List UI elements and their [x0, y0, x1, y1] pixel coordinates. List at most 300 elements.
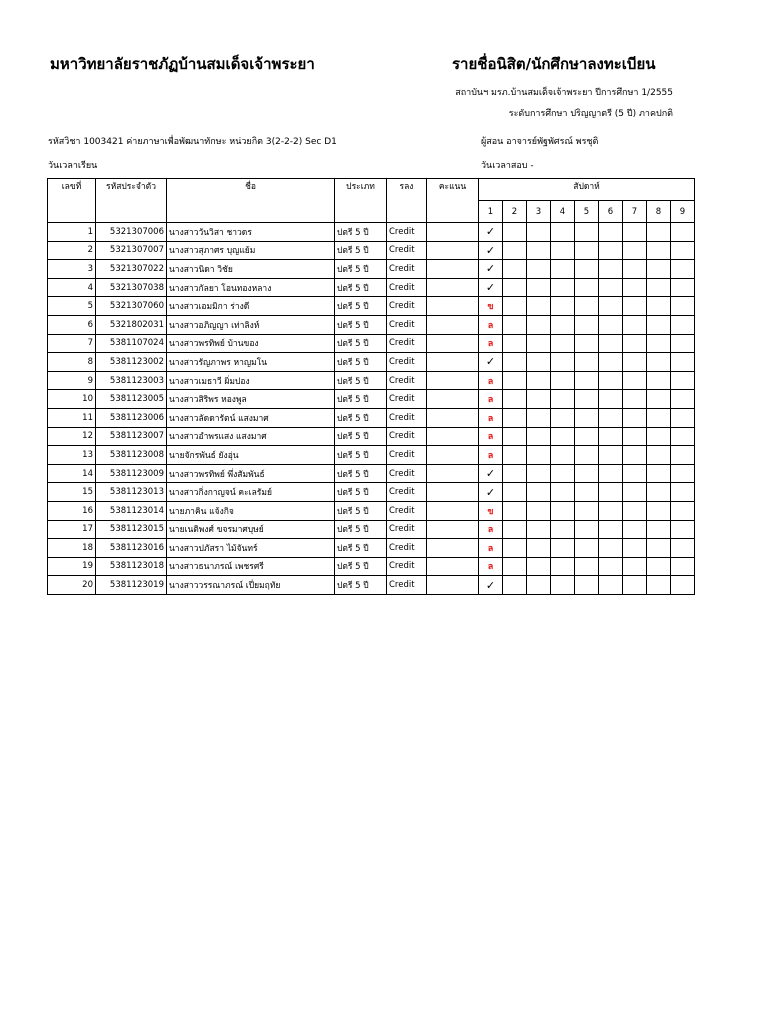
table-row: [48, 260, 695, 279]
attendance-cell: [623, 278, 647, 297]
table-row: [48, 539, 695, 558]
attendance-cell: [599, 501, 623, 520]
student-type: ปตรี 5 ปี: [335, 408, 387, 427]
enroll-type: Credit: [387, 260, 427, 279]
attendance-cell: [647, 464, 671, 483]
attendance-cell: [551, 223, 575, 242]
attendance-cell: [671, 278, 695, 297]
row-number: 10: [48, 390, 96, 409]
attendance-cell: [527, 223, 551, 242]
attendance-cell: [503, 408, 527, 427]
student-roster-table: [47, 178, 695, 595]
student-type: ปตรี 5 ปี: [335, 371, 387, 390]
attendance-cell: [479, 576, 503, 595]
student-type: ปตรี 5 ปี: [335, 576, 387, 595]
attendance-cell: [575, 408, 599, 427]
attendance-cell: [647, 408, 671, 427]
table-row: [48, 297, 695, 316]
student-name: นางสาวพรทิพย์ บ้านของ: [167, 334, 335, 353]
row-number: 3: [48, 260, 96, 279]
attendance-mark: ข: [487, 302, 494, 313]
col-header-student-id: รหัสประจำตัว: [96, 179, 167, 223]
row-number: 11: [48, 408, 96, 427]
score-cell: [427, 483, 479, 502]
attendance-cell: [503, 334, 527, 353]
attendance-cell: [599, 260, 623, 279]
attendance-cell: [503, 501, 527, 520]
attendance-cell: [623, 520, 647, 539]
week-number-header: 1: [479, 201, 503, 223]
attendance-cell: [479, 241, 503, 260]
course-line: รหัสวิชา 1003421 ค่ายภาษาเพื่อพัฒนาทักษะ หน่วยกิต 3(2-2-2) Sec D1: [48, 137, 337, 147]
attendance-cell: [503, 520, 527, 539]
attendance-cell: [575, 427, 599, 446]
table-row: [48, 353, 695, 372]
attendance-cell: [527, 353, 551, 372]
attendance-cell: [575, 223, 599, 242]
attendance-cell: [647, 241, 671, 260]
attendance-cell: [575, 371, 599, 390]
student-name: นางสาวอภิญญา เท่าลิงห์: [167, 315, 335, 334]
week-number-header: 4: [551, 201, 575, 223]
student-name: นางสาวเอมมิกา ร่างดี: [167, 297, 335, 316]
row-number: 9: [48, 371, 96, 390]
attendance-cell: [479, 334, 503, 353]
student-id: 5381123016: [96, 539, 167, 558]
attendance-cell: [551, 390, 575, 409]
attendance-cell: [575, 446, 599, 465]
attendance-cell: [671, 334, 695, 353]
attendance-cell: [575, 390, 599, 409]
enroll-type: Credit: [387, 390, 427, 409]
attendance-cell: [623, 353, 647, 372]
enroll-type: Credit: [387, 446, 427, 465]
attendance-cell: [671, 241, 695, 260]
instructor-line: ผู้สอน อาจารย์พัฐพัศรณ์ พรชุติ: [481, 137, 599, 147]
table-row: [48, 334, 695, 353]
attendance-cell: [551, 501, 575, 520]
attendance-cell: [647, 371, 671, 390]
checkmark-icon: ✓: [485, 262, 496, 276]
row-number: 12: [48, 427, 96, 446]
week-number-header: 6: [599, 201, 623, 223]
attendance-cell: [599, 371, 623, 390]
attendance-cell: [647, 483, 671, 502]
attendance-cell: [527, 241, 551, 260]
student-type: ปตรี 5 ปี: [335, 278, 387, 297]
student-type: ปตรี 5 ปี: [335, 501, 387, 520]
score-cell: [427, 260, 479, 279]
attendance-cell: [647, 260, 671, 279]
enroll-type: Credit: [387, 223, 427, 242]
attendance-mark: ล: [487, 395, 494, 406]
table-row: [48, 241, 695, 260]
student-name: นางสาวเมธาวี ผิ่มปอง: [167, 371, 335, 390]
student-type: ปตรี 5 ปี: [335, 260, 387, 279]
table-row: [48, 483, 695, 502]
enroll-type: Credit: [387, 520, 427, 539]
attendance-cell: [551, 483, 575, 502]
attendance-cell: [671, 464, 695, 483]
attendance-mark: ล: [487, 320, 494, 331]
attendance-mark: ล: [487, 450, 494, 461]
attendance-cell: [671, 539, 695, 558]
attendance-cell: [623, 557, 647, 576]
attendance-cell: [503, 371, 527, 390]
attendance-cell: [671, 390, 695, 409]
student-type: ปตรี 5 ปี: [335, 539, 387, 558]
enroll-type: Credit: [387, 353, 427, 372]
week-number-header: 2: [503, 201, 527, 223]
week-number-header: 3: [527, 201, 551, 223]
attendance-cell: [671, 297, 695, 316]
attendance-cell: [527, 464, 551, 483]
attendance-cell: [599, 446, 623, 465]
row-number: 6: [48, 315, 96, 334]
attendance-cell: [575, 464, 599, 483]
attendance-cell: [551, 427, 575, 446]
attendance-cell: [503, 297, 527, 316]
student-id: 5381123005: [96, 390, 167, 409]
attendance-cell: [623, 241, 647, 260]
attendance-cell: [551, 371, 575, 390]
attendance-cell: [503, 539, 527, 558]
score-cell: [427, 390, 479, 409]
col-header-score: คะแนน: [427, 179, 479, 223]
attendance-cell: [671, 260, 695, 279]
row-number: 4: [48, 278, 96, 297]
row-number: 19: [48, 557, 96, 576]
score-cell: [427, 576, 479, 595]
attendance-cell: [527, 539, 551, 558]
table-row: [48, 371, 695, 390]
col-header-enroll: รลง: [387, 179, 427, 223]
student-name: นางสาวกัลยา โอนทองหลาง: [167, 278, 335, 297]
row-number: 20: [48, 576, 96, 595]
attendance-cell: [599, 241, 623, 260]
row-number: 17: [48, 520, 96, 539]
student-name: นางสาวรัญภาพร หาญมโน: [167, 353, 335, 372]
attendance-cell: [527, 483, 551, 502]
attendance-cell: [575, 539, 599, 558]
student-name: นางสาวลัดดารัตน์ แสงมาศ: [167, 408, 335, 427]
score-cell: [427, 297, 479, 316]
attendance-cell: [647, 334, 671, 353]
university-name: มหาวิทยาลัยราชภัฏบ้านสมเด็จเจ้าพระยา: [50, 55, 315, 73]
attendance-cell: [551, 297, 575, 316]
row-number: 16: [48, 501, 96, 520]
student-type: ปตรี 5 ปี: [335, 353, 387, 372]
row-number: 7: [48, 334, 96, 353]
attendance-cell: [575, 297, 599, 316]
student-id: 5321802031: [96, 315, 167, 334]
attendance-cell: [647, 520, 671, 539]
enroll-type: Credit: [387, 539, 427, 558]
attendance-cell: [551, 464, 575, 483]
student-id: 5321307006: [96, 223, 167, 242]
row-number: 14: [48, 464, 96, 483]
attendance-cell: [671, 315, 695, 334]
student-type: ปตรี 5 ปี: [335, 334, 387, 353]
attendance-cell: [551, 260, 575, 279]
attendance-cell: [623, 501, 647, 520]
attendance-cell: [575, 557, 599, 576]
score-cell: [427, 353, 479, 372]
attendance-cell: [671, 223, 695, 242]
row-number: 2: [48, 241, 96, 260]
student-id: 5381107024: [96, 334, 167, 353]
score-cell: [427, 427, 479, 446]
attendance-cell: [623, 539, 647, 558]
week-number-header: 7: [623, 201, 647, 223]
attendance-cell: [527, 520, 551, 539]
attendance-cell: [479, 315, 503, 334]
row-number: 13: [48, 446, 96, 465]
attendance-cell: [479, 297, 503, 316]
attendance-cell: [623, 260, 647, 279]
student-type: ปตรี 5 ปี: [335, 390, 387, 409]
attendance-mark: ล: [487, 525, 494, 536]
attendance-cell: [503, 464, 527, 483]
attendance-cell: [647, 576, 671, 595]
attendance-cell: [599, 315, 623, 334]
attendance-cell: [599, 353, 623, 372]
attendance-cell: [671, 408, 695, 427]
attendance-cell: [671, 520, 695, 539]
attendance-cell: [551, 278, 575, 297]
attendance-cell: [599, 390, 623, 409]
col-header-week: สัปดาห์: [479, 179, 695, 201]
checkmark-icon: ✓: [485, 578, 496, 592]
attendance-cell: [527, 501, 551, 520]
student-type: ปตรี 5 ปี: [335, 483, 387, 502]
attendance-cell: [575, 520, 599, 539]
student-name: นางสาวธนาภรณ์ เพชรศรี: [167, 557, 335, 576]
student-name: นางสาวนิดา วิชัย: [167, 260, 335, 279]
attendance-cell: [599, 427, 623, 446]
student-type: ปตรี 5 ปี: [335, 297, 387, 316]
attendance-cell: [527, 371, 551, 390]
attendance-cell: [623, 427, 647, 446]
attendance-cell: [647, 539, 671, 558]
attendance-cell: [551, 408, 575, 427]
student-name: นางสาวอำพรแสง แสงมาศ: [167, 427, 335, 446]
attendance-cell: [527, 297, 551, 316]
attendance-cell: [503, 446, 527, 465]
attendance-cell: [671, 353, 695, 372]
attendance-cell: [479, 427, 503, 446]
attendance-cell: [527, 427, 551, 446]
attendance-cell: [623, 334, 647, 353]
attendance-cell: [575, 501, 599, 520]
enroll-type: Credit: [387, 427, 427, 446]
exam-time-label: วันเวลาสอบ -: [481, 161, 534, 171]
score-cell: [427, 223, 479, 242]
attendance-cell: [479, 446, 503, 465]
attendance-cell: [479, 539, 503, 558]
attendance-cell: [599, 278, 623, 297]
attendance-cell: [647, 353, 671, 372]
student-id: 5381123008: [96, 446, 167, 465]
attendance-cell: [623, 297, 647, 316]
attendance-cell: [671, 446, 695, 465]
col-header-type: ประเภท: [335, 179, 387, 223]
attendance-cell: [527, 390, 551, 409]
attendance-cell: [551, 576, 575, 595]
attendance-cell: [623, 408, 647, 427]
attendance-cell: [575, 315, 599, 334]
attendance-cell: [575, 483, 599, 502]
table-row: [48, 576, 695, 595]
attendance-cell: [575, 353, 599, 372]
attendance-cell: [503, 353, 527, 372]
attendance-cell: [503, 260, 527, 279]
attendance-cell: [599, 483, 623, 502]
score-cell: [427, 464, 479, 483]
attendance-cell: [503, 427, 527, 446]
row-number: 8: [48, 353, 96, 372]
attendance-cell: [599, 576, 623, 595]
table-row: [48, 278, 695, 297]
student-type: ปตรี 5 ปี: [335, 241, 387, 260]
attendance-mark: ล: [487, 339, 494, 350]
student-id: 5381123018: [96, 557, 167, 576]
attendance-cell: [599, 539, 623, 558]
attendance-cell: [599, 334, 623, 353]
attendance-cell: [575, 576, 599, 595]
table-row: [48, 501, 695, 520]
attendance-cell: [551, 334, 575, 353]
student-name: นางสาวพรทิพย์ พึ่งสัมพันธ์: [167, 464, 335, 483]
checkmark-icon: ✓: [485, 281, 496, 295]
attendance-cell: [551, 557, 575, 576]
student-id: 5381123002: [96, 353, 167, 372]
attendance-cell: [671, 483, 695, 502]
checkmark-icon: ✓: [485, 225, 496, 239]
attendance-cell: [647, 427, 671, 446]
student-id: 5381123003: [96, 371, 167, 390]
student-name: นางสาวสุภาศร บุญแย้ม: [167, 241, 335, 260]
attendance-cell: [503, 241, 527, 260]
student-id: 5381123015: [96, 520, 167, 539]
score-cell: [427, 278, 479, 297]
attendance-cell: [479, 353, 503, 372]
attendance-cell: [551, 353, 575, 372]
attendance-cell: [527, 576, 551, 595]
attendance-cell: [575, 334, 599, 353]
student-type: ปตรี 5 ปี: [335, 464, 387, 483]
row-number: 1: [48, 223, 96, 242]
row-number: 18: [48, 539, 96, 558]
attendance-cell: [551, 446, 575, 465]
table-row: [48, 557, 695, 576]
attendance-cell: [599, 464, 623, 483]
table-row: [48, 446, 695, 465]
enroll-type: Credit: [387, 464, 427, 483]
attendance-cell: [551, 539, 575, 558]
student-name: นางสาวสิริพร หองพูล: [167, 390, 335, 409]
attendance-cell: [599, 223, 623, 242]
score-cell: [427, 539, 479, 558]
attendance-cell: [647, 278, 671, 297]
attendance-cell: [479, 483, 503, 502]
attendance-cell: [647, 223, 671, 242]
attendance-cell: [479, 464, 503, 483]
attendance-cell: [479, 520, 503, 539]
student-name: นายเนติพงศ์ ขจรมาศบุษย์: [167, 520, 335, 539]
attendance-cell: [479, 408, 503, 427]
enroll-type: Credit: [387, 576, 427, 595]
attendance-cell: [479, 390, 503, 409]
enroll-type: Credit: [387, 297, 427, 316]
attendance-cell: [527, 408, 551, 427]
attendance-cell: [575, 260, 599, 279]
row-number: 15: [48, 483, 96, 502]
enroll-type: Credit: [387, 483, 427, 502]
table-row: [48, 408, 695, 427]
level-line: ระดับการศึกษา ปริญญาตรี (5 ปี) ภาคปกติ: [508, 109, 673, 119]
attendance-cell: [479, 557, 503, 576]
attendance-cell: [503, 315, 527, 334]
attendance-cell: [575, 241, 599, 260]
score-cell: [427, 520, 479, 539]
table-row: [48, 464, 695, 483]
student-id: 5381123019: [96, 576, 167, 595]
student-type: ปตรี 5 ปี: [335, 315, 387, 334]
enroll-type: Credit: [387, 315, 427, 334]
attendance-mark: ล: [487, 543, 494, 554]
attendance-cell: [599, 408, 623, 427]
enroll-type: Credit: [387, 371, 427, 390]
attendance-cell: [527, 446, 551, 465]
checkmark-icon: ✓: [485, 467, 496, 481]
attendance-cell: [671, 557, 695, 576]
attendance-cell: [647, 557, 671, 576]
attendance-cell: [551, 520, 575, 539]
attendance-cell: [527, 315, 551, 334]
attendance-cell: [527, 278, 551, 297]
attendance-cell: [599, 297, 623, 316]
table-row: [48, 427, 695, 446]
week-number-header: 5: [575, 201, 599, 223]
attendance-cell: [671, 427, 695, 446]
score-cell: [427, 408, 479, 427]
score-cell: [427, 446, 479, 465]
student-type: ปตรี 5 ปี: [335, 427, 387, 446]
attendance-cell: [623, 223, 647, 242]
table-row: [48, 520, 695, 539]
student-id: 5381123009: [96, 464, 167, 483]
attendance-cell: [479, 278, 503, 297]
attendance-cell: [479, 501, 503, 520]
score-cell: [427, 501, 479, 520]
score-cell: [427, 241, 479, 260]
student-name: นางสาวปภัสรา ไม้จันทร์: [167, 539, 335, 558]
enroll-type: Credit: [387, 334, 427, 353]
attendance-cell: [503, 390, 527, 409]
attendance-mark: ข: [487, 506, 494, 517]
student-id: 5321307007: [96, 241, 167, 260]
document-title: รายชื่อนิสิต/นักศึกษาลงทะเบียน: [452, 55, 656, 73]
student-id: 5321307060: [96, 297, 167, 316]
attendance-cell: [527, 260, 551, 279]
attendance-cell: [503, 278, 527, 297]
attendance-cell: [671, 501, 695, 520]
attendance-cell: [479, 371, 503, 390]
attendance-cell: [647, 501, 671, 520]
student-id: 5381123006: [96, 408, 167, 427]
score-cell: [427, 371, 479, 390]
